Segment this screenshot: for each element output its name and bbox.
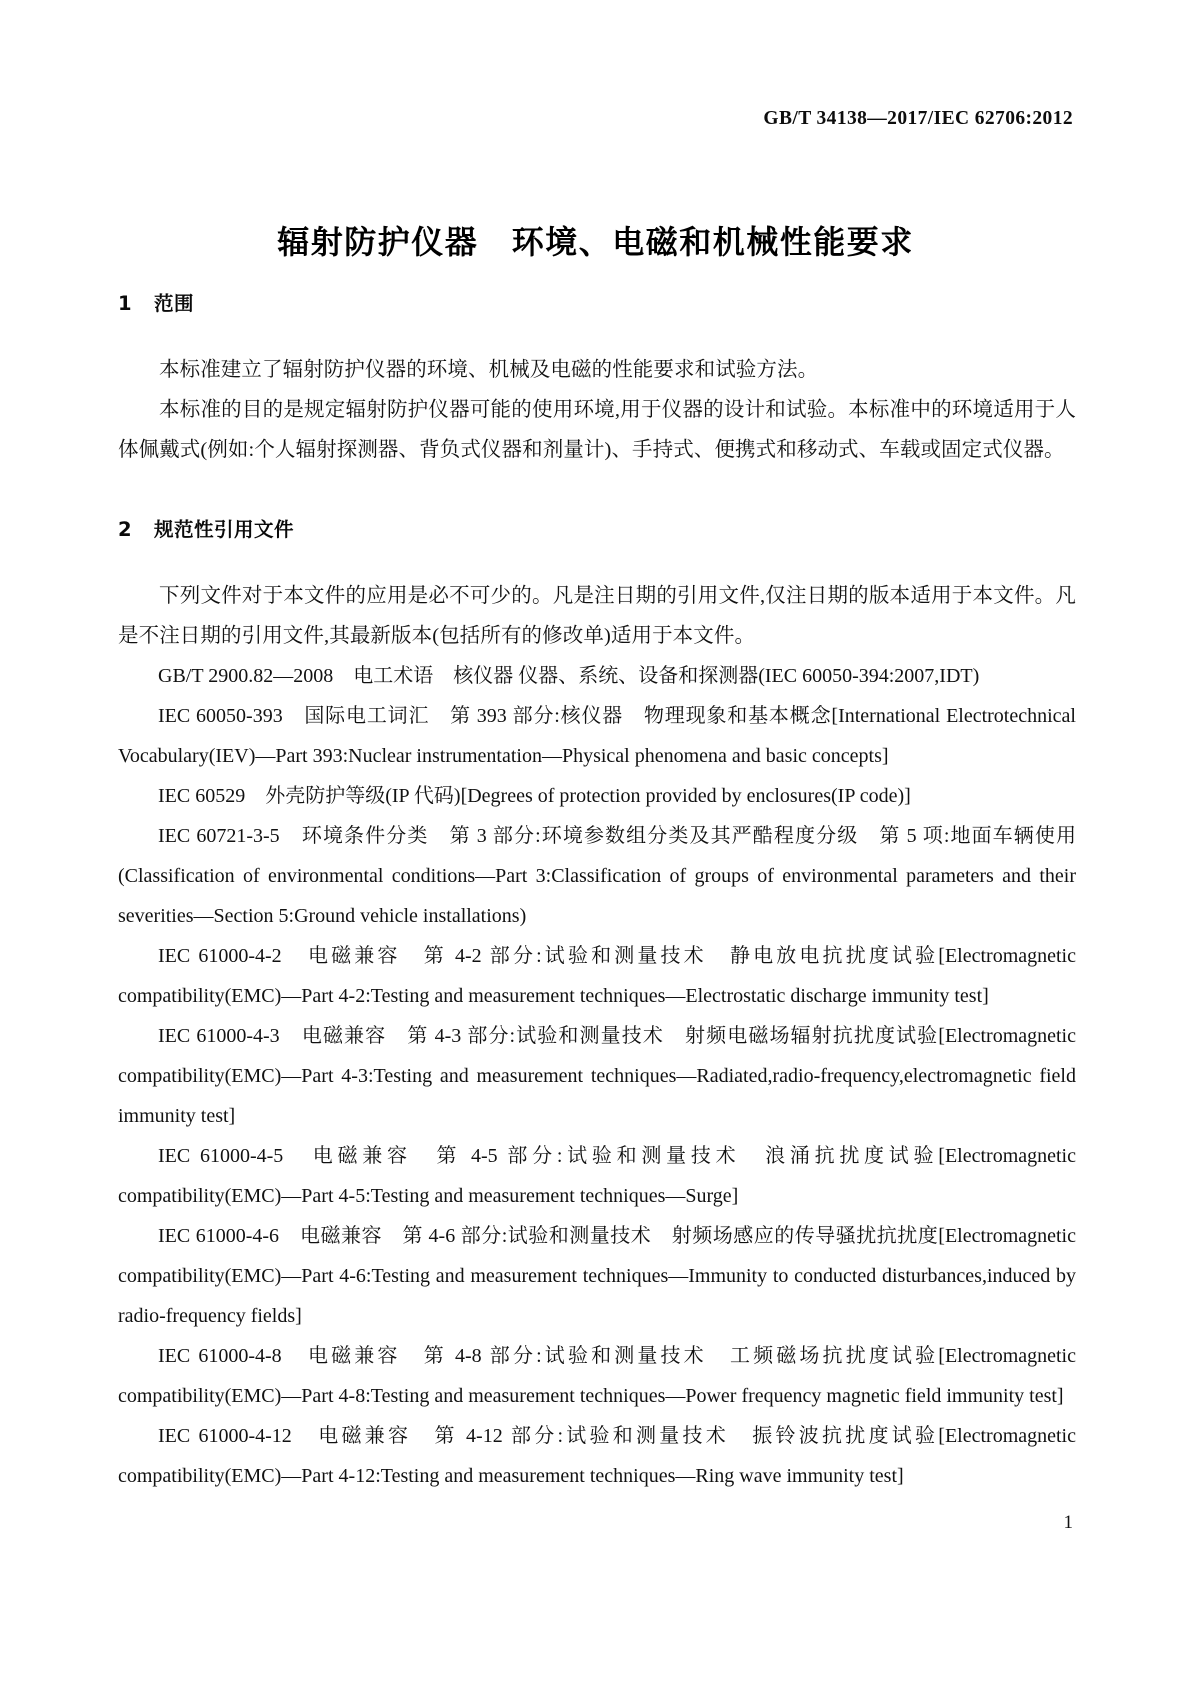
normative-reference: IEC 60050-393 国际电工词汇 第 393 部分:核仪器 物理现象和基本概念[International Electrotechnical Vocabulary(IEV)—Part 393:Nuclear instrumentation—Physical phenomena and basic concepts] xyxy=(118,705,1076,767)
paragraph: 本标准建立了辐射防护仪器的环境、机械及电磁的性能要求和试验方法。 xyxy=(159,359,819,381)
paragraph: 下列文件对于本文件的应用是必不可少的。凡是注日期的引用文件,仅注日期的版本适用于本文件。凡是不注日期的引用文件,其最新版本(包括所有的修改单)适用于本文件。 xyxy=(118,585,1076,647)
section-title-2: 规范性引用文件 xyxy=(154,518,295,541)
normative-reference: IEC 61000-4-5 电磁兼容 第 4-5 部分:试验和测量技术 浪涌抗扰度试验[Electromagnetic compatibility(EMC)—Part 4-5:Testing and measurement techniques—Surge] xyxy=(118,1145,1076,1207)
normative-reference: IEC 61000-4-8 电磁兼容 第 4-8 部分:试验和测量技术 工频磁场抗扰度试验[Electromagnetic compatibility(EMC)—Part 4-8:Testing and measurement techniques—Power frequency magnetic field immunity test] xyxy=(118,1345,1076,1407)
normative-reference: IEC 61000-4-2 电磁兼容 第 4-2 部分:试验和测量技术 静电放电抗扰度试验[Electromagnetic compatibility(EMC)—Part 4-2:Testing and measurement techniques—Electrostatic discharge immunity test] xyxy=(118,945,1076,1007)
section-heading-2 xyxy=(118,514,1076,542)
section-heading-1 xyxy=(118,288,1076,316)
section-number-2: 2 xyxy=(118,518,133,541)
normative-reference: IEC 60529 外壳防护等级(IP 代码)[Degrees of protection provided by enclosures(IP code)] xyxy=(158,785,911,807)
paragraph: 本标准的目的是规定辐射防护仪器可能的使用环境,用于仪器的设计和试验。本标准中的环境适用于人体佩戴式(例如:个人辐射探测器、背负式仪器和剂量计)、手持式、便携式和移动式、车载或固定式仪器。 xyxy=(118,399,1076,461)
page-title: 辐射防护仪器 环境、电磁和机械性能要求 xyxy=(277,223,914,262)
normative-reference: IEC 61000-4-12 电磁兼容 第 4-12 部分:试验和测量技术 振铃波抗扰度试验[Electromagnetic compatibility(EMC)—Part 4-12:Testing and measurement techniques—Ring wave immunity test] xyxy=(118,1425,1076,1487)
section-title-1: 范围 xyxy=(154,292,195,315)
normative-reference: GB/T 2900.82—2008 电工术语 核仪器 仪器、系统、设备和探测器(IEC 60050-394:2007,IDT) xyxy=(158,665,980,687)
page-number: 1 xyxy=(1063,1512,1073,1533)
running-header: GB/T 34138—2017/IEC 62706:2012 xyxy=(763,108,1073,129)
document-body xyxy=(118,288,1076,1496)
normative-reference: IEC 61000-4-6 电磁兼容 第 4-6 部分:试验和测量技术 射频场感应的传导骚扰抗扰度[Electromagnetic compatibility(EMC)—Part 4-6:Testing and measurement techniques—Immunity to conducted disturbances,induced by radio-frequency fields] xyxy=(118,1225,1076,1327)
normative-reference: IEC 61000-4-3 电磁兼容 第 4-3 部分:试验和测量技术 射频电磁场辐射抗扰度试验[Electromagnetic compatibility(EMC)—Part 4-3:Testing and measurement techniques—Radiated,radio-frequency,electromagnetic field immunity test] xyxy=(118,1025,1076,1127)
section-number-1: 1 xyxy=(118,292,133,315)
normative-reference: IEC 60721-3-5 环境条件分类 第 3 部分:环境参数组分类及其严酷程度分级 第 5 项:地面车辆使用(Classification of environmental conditions—Part 3:Classification of groups of environmental parameters and their severities—Section 5:Ground vehicle installations) xyxy=(118,825,1076,927)
